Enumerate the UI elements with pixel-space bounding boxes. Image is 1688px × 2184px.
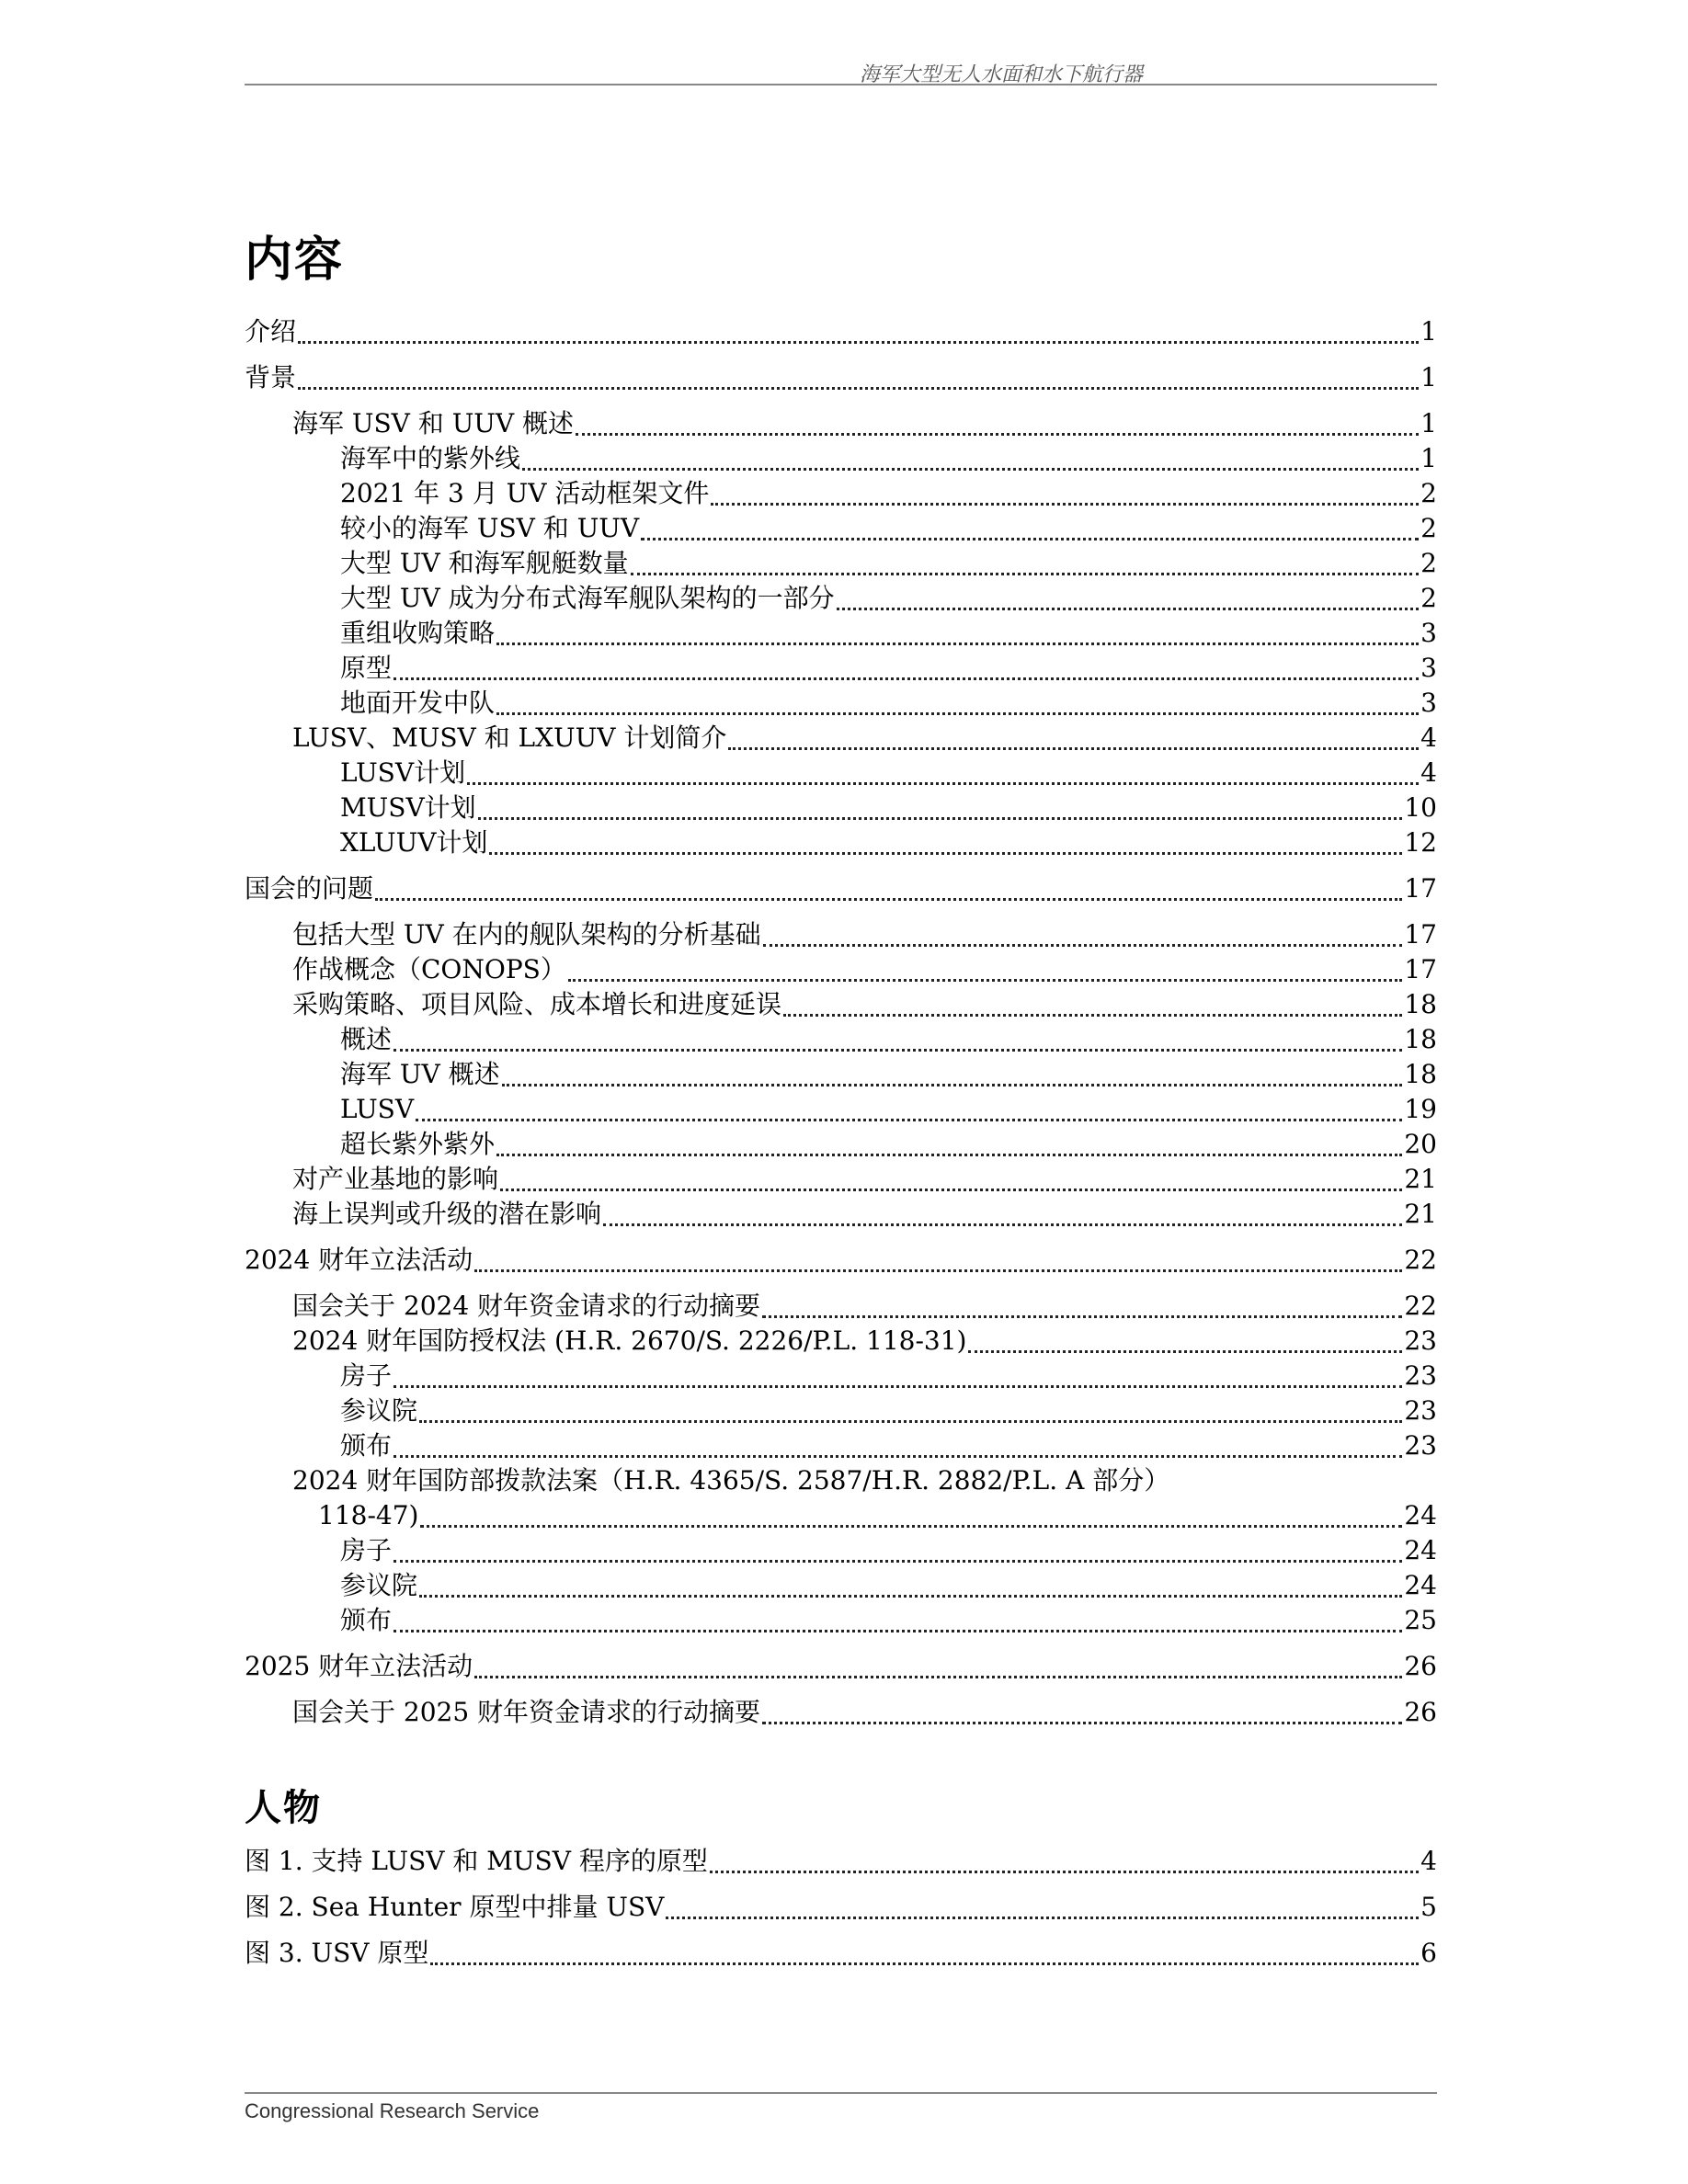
figure-entry[interactable]: 图 2. Sea Hunter 原型中排量 USV 5 bbox=[245, 1892, 1437, 1922]
toc-entry[interactable]: 房子 23 bbox=[340, 1360, 1437, 1391]
leader-dots bbox=[500, 1189, 1402, 1191]
leader-dots bbox=[496, 643, 1419, 645]
toc-entry[interactable]: 2024 财年立法活动 22 bbox=[245, 1245, 1437, 1275]
leader-dots bbox=[496, 712, 1419, 715]
contents-heading: 内容 bbox=[245, 233, 345, 288]
leader-dots bbox=[393, 677, 1419, 680]
toc-entry[interactable]: 大型 UV 成为分布式海军舰队架构的一部分 2 bbox=[340, 583, 1437, 613]
footer-publisher: Congressional Research Service bbox=[245, 2099, 540, 2122]
leader-dots bbox=[474, 1269, 1402, 1272]
leader-dots bbox=[467, 782, 1419, 785]
leader-dots bbox=[393, 1455, 1402, 1458]
leader-dots bbox=[631, 573, 1420, 575]
leader-dots bbox=[576, 433, 1419, 436]
leader-dots bbox=[478, 817, 1403, 820]
toc-entry[interactable]: 采购策略、项目风险、成本增长和进度延误 18 bbox=[292, 989, 1437, 1019]
toc-entry[interactable]: 海军 UV 概述 18 bbox=[340, 1059, 1437, 1089]
leader-dots bbox=[568, 979, 1403, 982]
leader-dots bbox=[603, 1223, 1402, 1226]
leader-dots bbox=[474, 1676, 1402, 1678]
toc-entry[interactable]: 海军 USV 和 UUV 概述 1 bbox=[292, 408, 1437, 438]
toc-entry[interactable]: 原型 3 bbox=[340, 653, 1437, 683]
running-header: 海军大型无人水面和水下航行器 bbox=[859, 63, 1143, 86]
leader-dots bbox=[496, 1154, 1402, 1156]
leader-dots bbox=[298, 387, 1419, 390]
toc-entry[interactable]: 海军中的紫外线 1 bbox=[340, 443, 1437, 473]
toc-entry[interactable]: XLUUV计划 12 bbox=[340, 827, 1437, 858]
contents-list bbox=[245, 314, 1437, 1730]
toc-entry-continuation[interactable]: 118-47) 24 bbox=[318, 1500, 1437, 1530]
toc-entry[interactable]: 2021 年 3 月 UV 活动框架文件 2 bbox=[340, 478, 1437, 508]
leader-dots bbox=[393, 1630, 1402, 1632]
toc-entry[interactable]: 地面开发中队 3 bbox=[340, 688, 1437, 718]
leader-dots bbox=[298, 341, 1419, 344]
leader-dots bbox=[375, 898, 1402, 901]
leader-dots bbox=[489, 852, 1402, 855]
toc-entry[interactable]: LUSV计划 4 bbox=[340, 757, 1437, 788]
leader-dots bbox=[420, 1525, 1402, 1528]
toc-entry[interactable]: 作战概念（CONOPS） 17 bbox=[292, 954, 1437, 984]
leader-dots bbox=[502, 1084, 1403, 1086]
figures-heading: 人物 bbox=[245, 1787, 322, 1829]
toc-entry[interactable]: 国会关于 2025 财年资金请求的行动摘要 26 bbox=[292, 1697, 1437, 1727]
leader-dots bbox=[522, 468, 1419, 471]
leader-dots bbox=[837, 608, 1420, 610]
leader-dots bbox=[666, 1917, 1419, 1919]
figures-list bbox=[245, 1844, 1437, 1971]
figure-entry[interactable]: 图 3. USV 原型 6 bbox=[245, 1938, 1437, 1968]
leader-dots bbox=[783, 1014, 1402, 1017]
leader-dots bbox=[393, 1385, 1402, 1388]
toc-entry[interactable]: 概述 18 bbox=[340, 1024, 1437, 1054]
toc-entry[interactable]: 房子 24 bbox=[340, 1535, 1437, 1565]
toc-entry[interactable]: 海上误判或升级的潜在影响 21 bbox=[292, 1199, 1437, 1229]
toc-entry[interactable]: 参议院 23 bbox=[340, 1395, 1437, 1426]
toc-entry[interactable]: 对产业基地的影响 21 bbox=[292, 1164, 1437, 1194]
leader-dots bbox=[641, 538, 1419, 540]
leader-dots bbox=[419, 1595, 1402, 1598]
leader-dots bbox=[728, 747, 1419, 750]
leader-dots bbox=[711, 503, 1419, 506]
toc-entry[interactable]: 超长紫外紫外 20 bbox=[340, 1129, 1437, 1159]
leader-dots bbox=[763, 944, 1403, 947]
leader-dots bbox=[710, 1871, 1419, 1873]
figure-entry[interactable]: 图 1. 支持 LUSV 和 MUSV 程序的原型 4 bbox=[245, 1846, 1437, 1876]
toc-entry[interactable]: 包括大型 UV 在内的舰队架构的分析基础 17 bbox=[292, 919, 1437, 950]
leader-dots bbox=[393, 1560, 1402, 1563]
toc-entry[interactable]: MUSV计划 10 bbox=[340, 792, 1437, 823]
toc-entry[interactable]: 介绍 1 bbox=[245, 316, 1437, 347]
toc-entry[interactable]: 颁布 25 bbox=[340, 1605, 1437, 1635]
toc-entry[interactable]: 2024 财年国防授权法 (H.R. 2670/S. 2226/P.L. 118-31) 23 bbox=[292, 1325, 1437, 1356]
toc-entry[interactable]: 国会关于 2024 财年资金请求的行动摘要 22 bbox=[292, 1291, 1437, 1321]
toc-entry[interactable]: 大型 UV 和海军舰艇数量 2 bbox=[340, 548, 1437, 578]
leader-dots bbox=[393, 1049, 1402, 1052]
toc-entry[interactable]: 2025 财年立法活动 26 bbox=[245, 1651, 1437, 1681]
footer-rule bbox=[245, 2092, 1437, 2094]
toc-entry[interactable]: 较小的海军 USV 和 UUV 2 bbox=[340, 513, 1437, 543]
leader-dots bbox=[762, 1722, 1402, 1724]
toc-entry[interactable]: 背景 1 bbox=[245, 362, 1437, 392]
leader-dots bbox=[430, 1962, 1419, 1965]
leader-dots bbox=[968, 1350, 1402, 1353]
toc-entry[interactable]: LUSV、MUSV 和 LXUUV 计划简介 4 bbox=[292, 722, 1437, 753]
leader-dots bbox=[416, 1119, 1402, 1121]
toc-entry[interactable]: 国会的问题 17 bbox=[245, 873, 1437, 904]
toc-entry-first-line[interactable]: 2024 财年国防部拨款法案（H.R. 4365/S. 2587/H.R. 2882/P.L. A 部分） bbox=[292, 1465, 1170, 1496]
leader-dots bbox=[419, 1420, 1402, 1423]
toc-entry[interactable]: LUSV 19 bbox=[340, 1094, 1437, 1124]
toc-entry[interactable]: 重组收购策略 3 bbox=[340, 618, 1437, 648]
toc-entry[interactable]: 参议院 24 bbox=[340, 1570, 1437, 1600]
leader-dots bbox=[762, 1315, 1402, 1318]
toc-entry[interactable]: 颁布 23 bbox=[340, 1430, 1437, 1461]
